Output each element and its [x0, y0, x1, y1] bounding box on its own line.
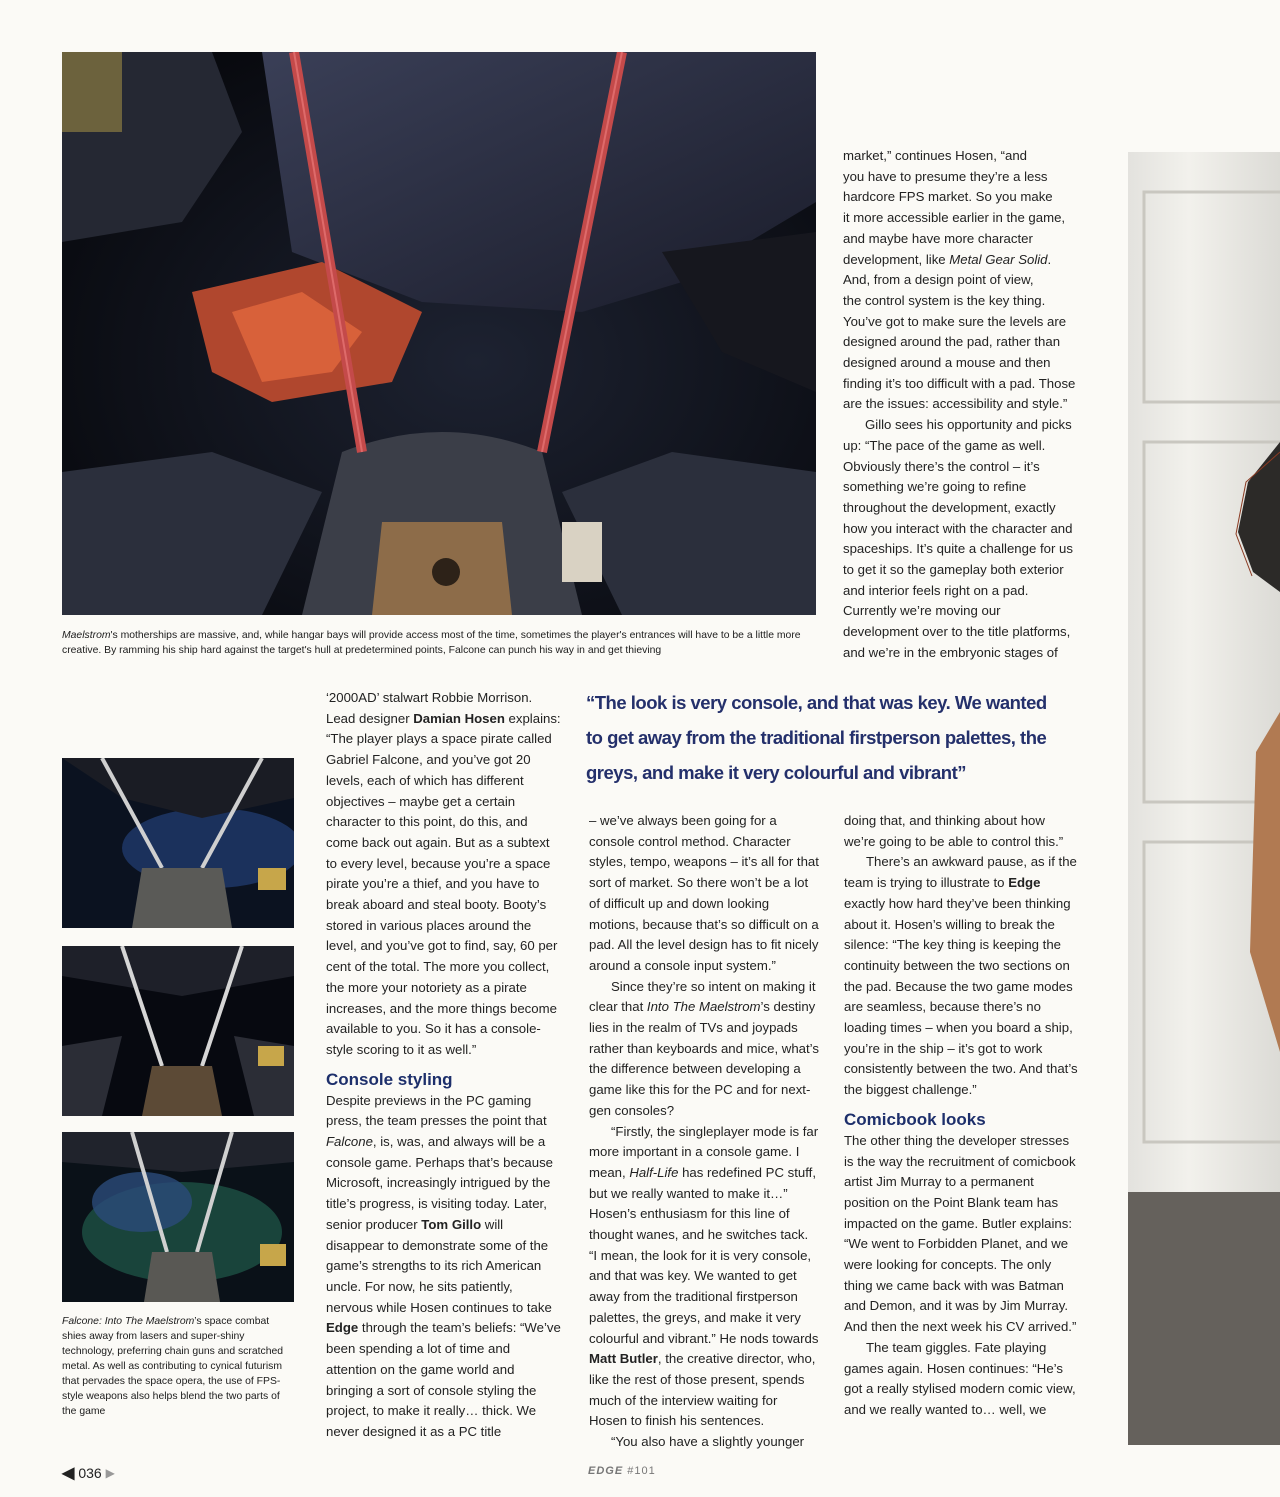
paragraph: Despite previews in the PC gaming press, the team presses the point that Falcone, is, was, and always will be a console game. Perhaps that’s because Microsoft, increasingly intrigued by the title’s progress, is visiting today. Later, senior producer Tom Gillo will disappear to demonstrate some of the game’s strengths to its rich American uncle. For now, he sits patiently, nervous while Hosen continues to take Edge through the team’s beliefs: “We’ve been spending a lot of time and attention on the game world and bringing a sort of console styling the project, to make it really… thick. We never designed it as a PC title — [326, 1092, 561, 1439]
main-image-caption — [62, 628, 816, 658]
caption-text: ’s space combat shies away from lasers and super-shiny technology, preferring chain guns and scratched metal. As well as contributing to cynical futurism that pervades the space opera, the use of FPS-style weapons also helps blend the two parts of the game — [62, 1316, 284, 1417]
subhead-console-styling: Console styling — [326, 1069, 453, 1089]
text-line: market,” continues Hosen, “and — [843, 148, 1027, 163]
screenshot-small-3 — [62, 1132, 294, 1302]
person-name: Damian Hosen — [413, 710, 505, 726]
magazine-name: Edge — [1008, 875, 1041, 891]
screenshot-small-1 — [62, 758, 294, 928]
paragraph: doing that, and thinking about how we’re going to be able to control this.” — [844, 813, 1064, 849]
article-column-3 — [844, 811, 1080, 1421]
text-line: And, from a design point of view, — [843, 272, 1034, 288]
right-upper-column — [843, 146, 1078, 664]
door-panels-illustration — [1128, 152, 1280, 1445]
paragraph: Gillo sees his opportunity and picks up: “The pace of the game as well. Obviously there’s the control – it’s something we’re going to refine throughout the development, exactly how you interact with the character and spaceships. It’s quite a challenge for us to get it so the gameplay both exterior and interior feels right on a pad. Currently we’re moving our development over to the title platforms, and we’re in the embryonic stages of — [843, 417, 1073, 660]
next-arrow-icon[interactable]: ▶ — [105, 1466, 115, 1480]
pull-quote: “The look is very console, and that was key. We wanted to get away from the traditional firstperson palettes, the greys, and make it very colourful and vibrant” — [586, 692, 1047, 783]
main-screenshot — [62, 52, 816, 615]
paragraph: The other thing the developer stresses is the way the recruitment of comicbook artist Jim Murray to a permanent position on the Point Blank team has impacted on the game. Butler explains: “We went to Forbidden Planet, and we were looking for concepts. The only thing we came back with was Batman and Demon, and it was by Jim Murray. And then the next week his CV arrived.” — [844, 1132, 1077, 1335]
text-line: the control system is the key thing. — [843, 292, 1046, 308]
game-title: Metal Gear Solid — [949, 251, 1048, 267]
subhead-comicbook-looks: Comicbook looks — [844, 1109, 986, 1129]
page-number-nav — [62, 1463, 115, 1483]
door-photo — [1128, 152, 1280, 1445]
text-line: and maybe have more character — [843, 230, 1033, 246]
screenshot-small-2 — [62, 946, 294, 1116]
paragraph: There’s an awkward pause, as if the team is trying to illustrate to Edge exactly how hard they’ve been thinking about it. Hosen’s willing to break the silence: “The key thing is keeping the continuity between the two sections on the pad. Because the two game modes are seamless, because there’s no loading times – when you board a ship, you’re in the ship – it’s got to work consistently between the two. And that’s the biggest challenge.” — [844, 854, 1078, 1098]
article-column-1 — [326, 688, 562, 1443]
magazine-issue — [588, 1465, 656, 1477]
text-line: designed around a mouse and then — [843, 355, 1051, 371]
paragraph: – we’ve always been going for a console control method. Character styles, tempo, weapons – it’s all for that sort of market. So there won’t be a lot of difficult up and down looking motions, because that’s so difficult on a pad. All the level design has to fit nicely around a console input system.” — [589, 813, 819, 973]
text-line: hardcore FPS market. So you make — [843, 189, 1053, 205]
text-line: it more accessible earlier in the game, — [843, 210, 1066, 226]
paragraph: The team giggles. Fate playing games again. Hosen continues: “He’s got a really stylised modern comic view, and we really wanted to… well, we — [844, 1339, 1076, 1417]
prev-arrow-icon[interactable]: ◀ — [62, 1465, 75, 1482]
paragraph: “You also have a slightly younger — [611, 1434, 805, 1450]
caption-text: 's motherships are massive, and, while hangar bays will provide access most of the time, sometimes the player's entrances will have to be a little more creative. By ramming his ship hard against the target's hull at predetermined points, Falcone can punch his way in and get thieving — [62, 630, 801, 656]
text-line: You’ve got to make sure the levels are — [843, 313, 1067, 329]
paragraph: ‘2000AD’ stalwart Robbie Morrison. Lead designer Damian Hosen explains: “The player plays a space pirate called Gabriel Falcone, and you’ve got 20 levels, each of which has different objectives – maybe get a certain character to this point, do this, and come back out again. But as a subtext to every level, because you’re a space pirate you’re a thief, and you have to break aboard and steal booty. Booty’s stored in various places around the level, and you’ve got to find, say, 60 per cent of the total. The more you collect, the more your notoriety as a pirate increases, and the more things become available to you. So it has a console-style scoring to it as well.” — [326, 690, 561, 1057]
cockpit-scene-illustration — [62, 52, 816, 615]
caption-game-title: Maelstrom — [62, 630, 111, 641]
cockpit-illustration — [62, 946, 294, 1116]
article-column-2 — [589, 811, 819, 1453]
cockpit-illustration — [62, 1132, 294, 1302]
page-number: 036 — [78, 1465, 102, 1481]
person-name: Tom Gillo — [421, 1216, 482, 1232]
magazine-logo: EDGE — [588, 1465, 624, 1477]
text-line: designed around the pad, rather than — [843, 334, 1061, 350]
magazine-name: Edge — [326, 1320, 359, 1336]
text-line: you have to presume they’re a less — [843, 168, 1048, 184]
paragraph: “Firstly, the singleplayer mode is far more important in a console game. I mean, Half-Life has redefined PC stuff, but we really wanted to make it…” Hosen’s enthusiasm for this line of thought wanes, and he switches tack. “I mean, the look for it is very console, and that was key. We wanted to get away from the traditional firstperson palettes, the greys, and make it very colourful and vibrant.” He nods towards Matt Butler, the creative director, who, like the rest of those present, spends much of the interview waiting for Hosen to finish his sentences. — [589, 1123, 819, 1429]
caption-game-title: Falcone: Into The Maelstrom — [62, 1316, 195, 1327]
person-name: Matt Butler — [589, 1351, 658, 1367]
left-image-caption — [62, 1314, 294, 1419]
text-line: finding it’s too difficult with a pad. Those — [843, 375, 1076, 391]
cockpit-illustration — [62, 758, 294, 928]
text-line: development, like Metal Gear Solid. — [843, 251, 1052, 267]
paragraph: Since they’re so intent on making it clear that Into The Maelstrom’s destiny lies in the realm of TVs and joypads rather than keyboards and mice, what’s the difference between developing a game like this for the PC and for next-gen consoles? — [589, 978, 819, 1118]
text-line: are the issues: accessibility and style.” — [843, 396, 1068, 412]
issue-number: #101 — [627, 1465, 656, 1477]
